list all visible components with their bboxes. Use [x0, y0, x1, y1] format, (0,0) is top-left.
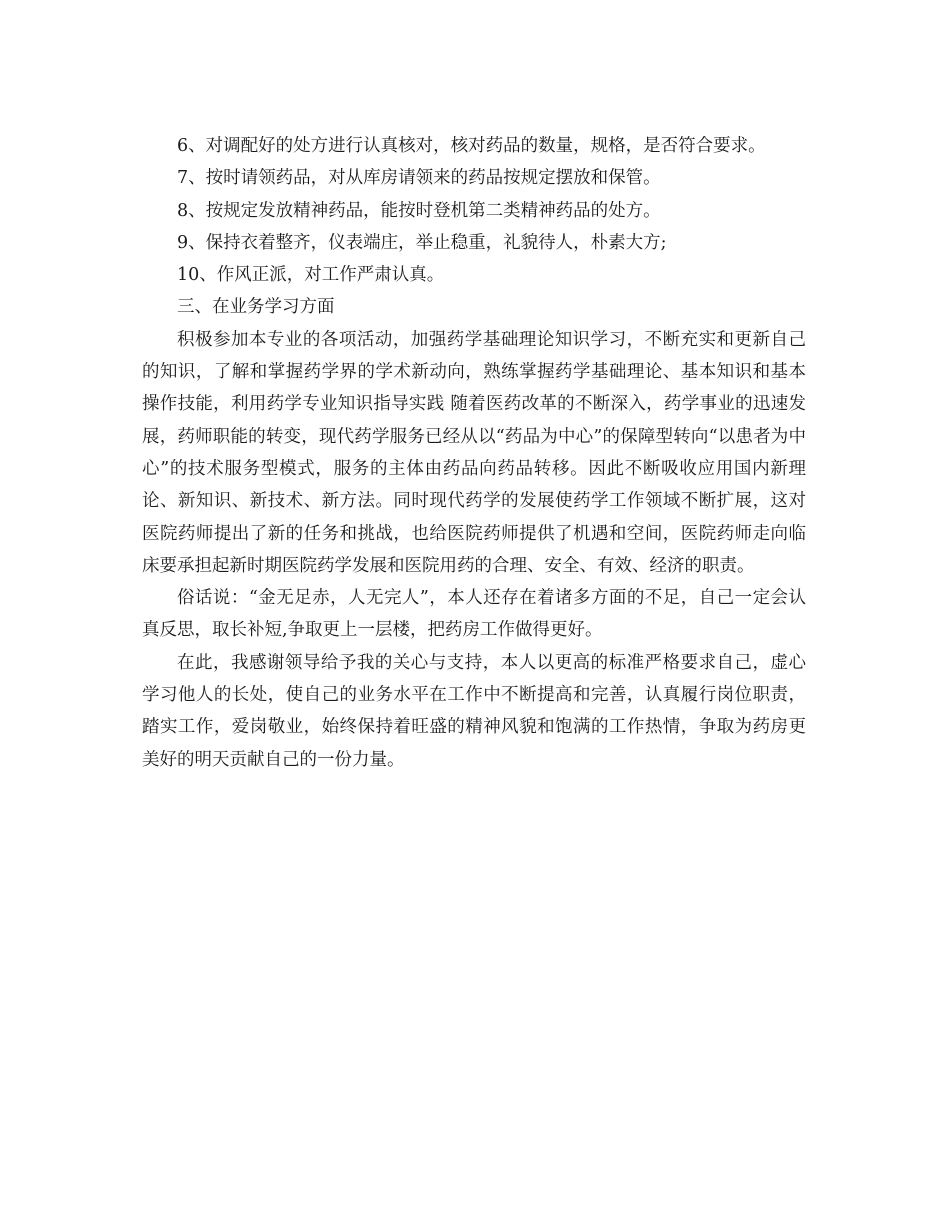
paragraph-proverb: 俗话说：“金无足赤，人无完人”，本人还存在着诸多方面的不足，自己一定会认真反思，取长补短,争取更上一层楼，把药房工作做得更好。	[142, 588, 806, 641]
list-item: 6、对调配好的处方进行认真核对，核对药品的数量，规格，是否符合要求。	[177, 136, 766, 156]
section-heading: 三、在业务学习方面	[177, 297, 335, 318]
paragraph-study: 积极参加本专业的各项活动，加强药学基础理论知识学习，不断充实和更新自己的知识，了解和掌握药学界的学术新动向，熟练掌握药学基础理论、基本知识和基本操作技能，利用药学专业知识指导实践 随着医药改革的不断深入，药学事业的迅速发展，药师职能的转变，现代药学服务已经从以“药品为中心”的保障型转向“以患者为中心”的技术服务型模式，服务的主体由药品向药品转移。因此不断吸收应用国内新理论、新知识、新技术、新方法。同时现代药学的发展使药学工作领域不断扩展，这对医院药师提出了新的任务和挑战，也给医院药师提供了机遇和空间，医院药师走向临床要承担起新时期医院药学发展和医院用药的合理、安全、有效、经济的职责。	[142, 329, 806, 576]
list-item: 10、作风正派，对工作严肃认真。	[177, 265, 445, 286]
list-item: 9、保持衣着整齐，仪表端庄，举止稳重，礼貌待人，朴素大方;	[177, 232, 667, 253]
paragraph-thanks: 在此，我感谢领导给予我的关心与支持，本人以更高的标准严格要求自己，虚心学习他人的长处，使自己的业务水平在工作中不断提高和完善，认真履行岗位职责，踏实工作，爱岗敬业，始终保持着旺盛的精神风貌和饱满的工作热情，争取为药房更美好的明天贡献自己的一份力量。	[142, 652, 806, 770]
document-body	[142, 130, 806, 776]
list-item: 7、按时请领药品，对从库房请领来的药品按规定摆放和保管。	[177, 168, 661, 189]
list-item: 8、按规定发放精神药品，能按时登机第二类精神药品的处方。	[177, 200, 661, 221]
